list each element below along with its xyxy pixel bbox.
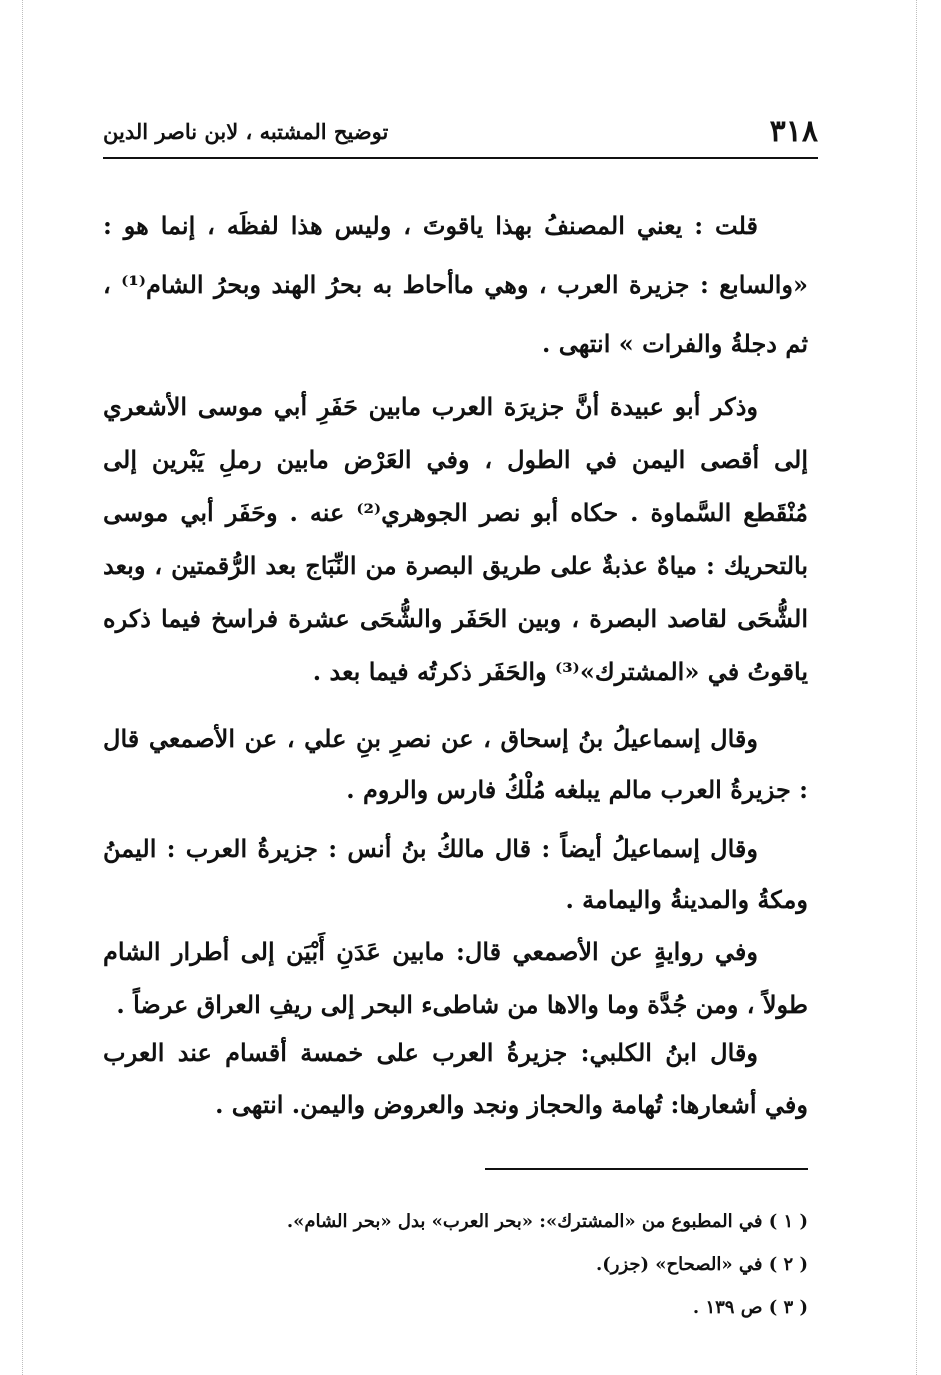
footnote-3: ( ٣ ) ص ١٣٩ . [692, 1297, 808, 1318]
paragraph-6: وقال ابنُ الكلبي: جزيرةُ العرب على خمسة أقسام عند العرب وفي أشعارها: تُهامة والحجاز ونجد والعروض واليمن. انتهى . [103, 1038, 808, 1119]
header-rule [103, 157, 818, 159]
scan-margin-left [22, 0, 23, 1375]
page-header [103, 112, 818, 152]
paragraph-4: وقال إسماعيلُ أيضاً : قال مالكُ بنُ أنس : جزيرةُ العرب : اليمنُ ومكةُ والمدينةُ واليمامة . [103, 834, 808, 914]
page-number: ٣١٨ [769, 114, 818, 149]
scan-margin-right [916, 0, 917, 1375]
paragraph-2: وذكر أبو عبيدة أنَّ جزيرَة العرب مابين حَفَرِ أبي موسى الأشعري إلى أقصى اليمن في الطول ، وفي العَرْض مابين رملِ يَبْرين إلى مُنْقَطع السَّماوة . حكاه أبو نصر الجوهري⁽²⁾ عنه . وحَفَر أبي موسى بالتحريك : مياهٌ عذبةٌ على طريق البصرة من النِّبَاج بعد الرُّقمتين ، وبعد الشُّحَى لقاصد البصرة ، وبين الحَفَر والشُّحَى عشرة فراسخ فيما ذكره ياقوتُ في «المشترك»⁽³⁾ والحَفَر ذكرتُه فيما بعد . [103, 392, 808, 686]
footnote-rule [485, 1168, 808, 1170]
paragraph-3: وقال إسماعيلُ بنُ إسحاق ، عن نصرِ بنِ علي ، عن الأصمعي قال : جزيرةُ العرب مالم يبلغه مُلْكُ فارس والروم . [103, 724, 808, 804]
footnote-2: ( ٢ ) في «الصحاح» (جزر). [595, 1254, 808, 1275]
paragraph-5: وفي روايةٍ عن الأصمعي قال: مابين عَدَنِ أَبْيَن إلى أطرار الشام طولاً ، ومن جُدَّة وما والاها من شاطىء البحر إلى ريفِ العراق عرضاً . [103, 937, 808, 1019]
paragraph-1: قلت : يعني المصنفُ بهذا ياقوتَ ، وليس هذا لفظَه ، إنما هو : «والسابع : جزيرة العرب ، وهي ماأحاط به بحرُ الهند وبحرُ الشام⁽¹⁾ ، ثم دجلةُ والفرات » انتهى . [103, 211, 809, 358]
running-title: توضيح المشتبه ، لابن ناصر الدين [103, 119, 389, 144]
footnotes [103, 1200, 808, 1329]
footnote-1: ( ١ ) في المطبوع من «المشترك»: «بحر العرب» بدل «بحر الشام». [286, 1211, 808, 1232]
